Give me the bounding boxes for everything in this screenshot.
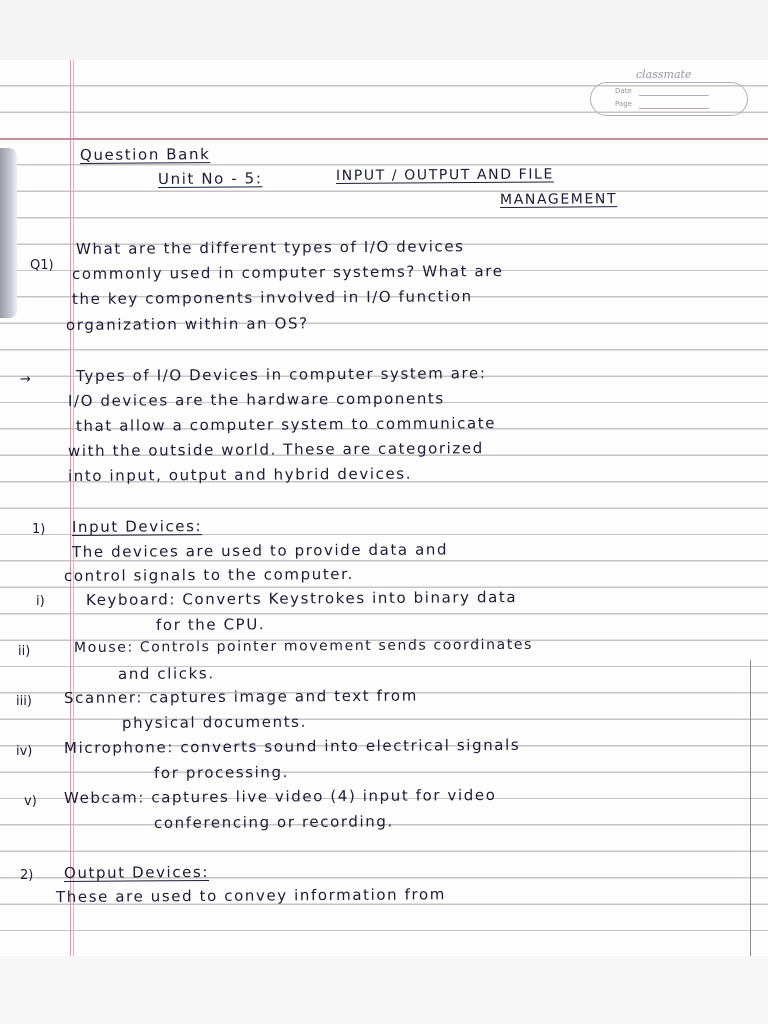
webcam-line: Webcam: captures live video (4) input for video xyxy=(63,785,497,807)
answer-line: that allow a computer system to communicate xyxy=(75,414,497,435)
scanner-line: physical documents. xyxy=(121,712,307,732)
header-rule xyxy=(0,138,768,140)
section-number: 2) xyxy=(20,868,34,883)
date-page-box xyxy=(590,82,748,116)
page-line xyxy=(639,108,709,109)
topic-line-1: INPUT / OUTPUT AND FILE xyxy=(335,166,554,184)
question-line: the key components involved in I/O function xyxy=(71,287,473,308)
answer-line: I/O devices are the hardware components xyxy=(67,389,445,410)
item-marker: i) xyxy=(36,594,45,609)
unit-number: Unit No - 5: xyxy=(157,169,263,188)
answer-arrow: → xyxy=(20,372,31,387)
output-devices-heading: Output Devices: xyxy=(63,862,210,882)
input-intro-line: control signals to the computer. xyxy=(63,564,354,585)
question-line: commonly used in computer systems? What are xyxy=(71,261,504,283)
right-rule xyxy=(750,660,751,956)
output-intro-line: These are used to convey information from xyxy=(55,885,446,906)
input-devices-heading: Input Devices: xyxy=(71,517,203,536)
binder-clip xyxy=(0,148,17,318)
question-number: Q1) xyxy=(30,258,54,273)
item-marker: ii) xyxy=(18,644,31,659)
item-marker: iii) xyxy=(16,694,32,709)
input-intro-line: The devices are used to provide data and xyxy=(71,540,449,561)
item-marker: v) xyxy=(24,794,37,809)
notebook-page xyxy=(0,60,768,956)
section-number: 1) xyxy=(32,522,46,537)
microphone-line: for processing. xyxy=(153,763,290,782)
answer-line: Types of I/O Devices in computer system are: xyxy=(75,364,487,385)
date-label: Date xyxy=(615,87,632,95)
webcam-line: conferencing or recording. xyxy=(153,812,394,832)
question-bank-title: Question Bank xyxy=(79,145,211,164)
brand-name: classmate xyxy=(636,68,692,81)
answer-line: into input, output and hybrid devices. xyxy=(67,464,413,485)
question-line: organization within an OS? xyxy=(65,314,309,334)
photo-background xyxy=(0,955,768,1024)
mouse-line: Mouse: Controls pointer movement sends coordinates xyxy=(73,636,534,656)
answer-line: with the outside world. These are categorized xyxy=(67,439,484,460)
keyboard-line: Keyboard: Converts Keystrokes into binary data xyxy=(85,587,518,609)
margin-line-inner xyxy=(73,60,74,956)
question-line: What are the different types of I/O devices xyxy=(75,237,465,258)
microphone-line: Microphone: converts sound into electrical signals xyxy=(63,735,521,757)
scanner-line: Scanner: captures image and text from xyxy=(63,686,418,707)
keyboard-line: for the CPU. xyxy=(155,615,266,634)
item-marker: iv) xyxy=(16,744,33,759)
date-line xyxy=(639,95,709,96)
brand-logo xyxy=(586,68,752,124)
topic-line-2: MANAGEMENT xyxy=(499,191,618,208)
mouse-line: and clicks. xyxy=(117,664,215,683)
margin-line xyxy=(70,60,71,956)
page-label: Page xyxy=(615,100,632,108)
